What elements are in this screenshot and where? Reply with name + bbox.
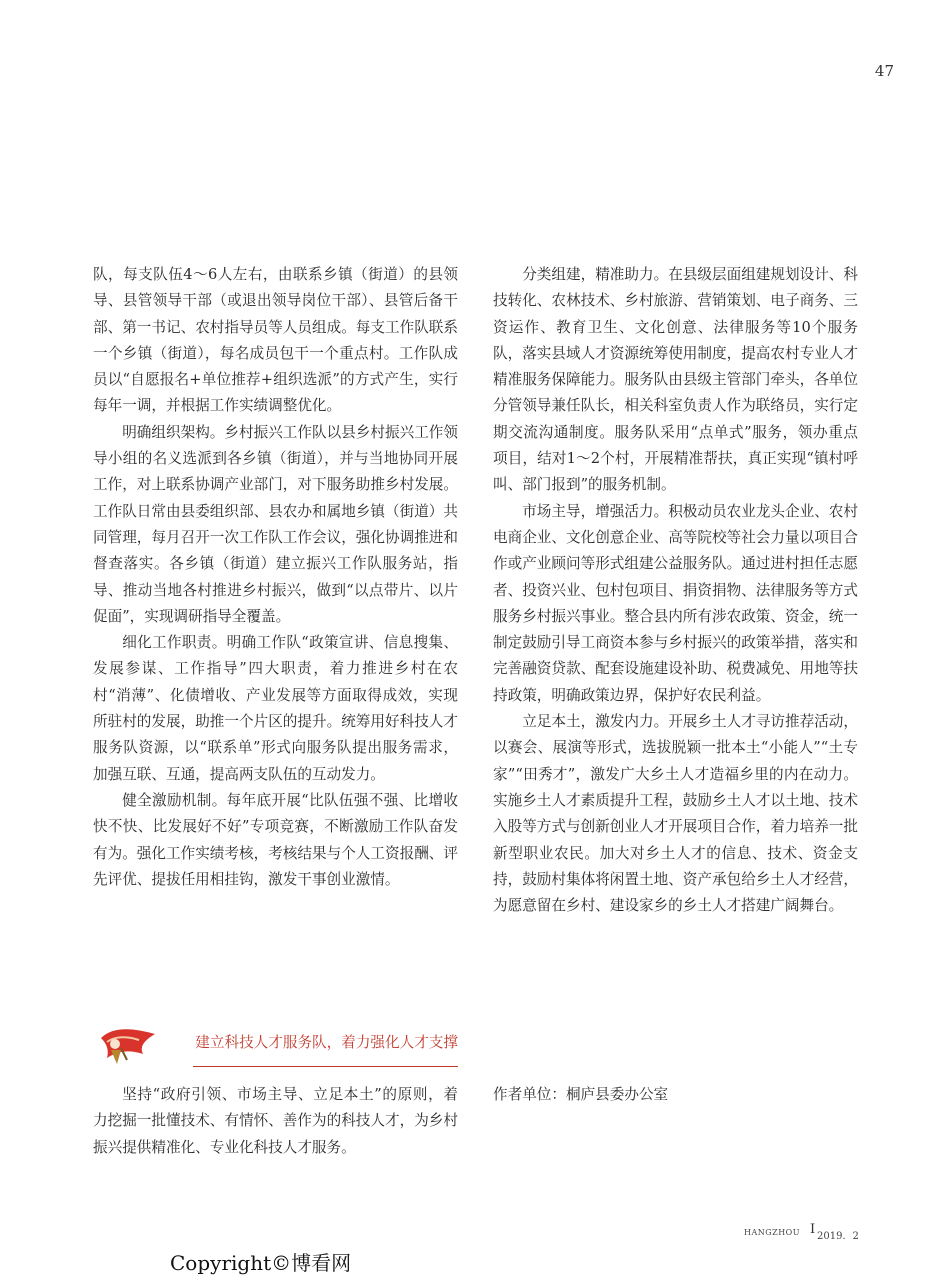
paragraph: 坚持“政府引领、市场主导、立足本土”的原则，着力挖掘一批懂技术、有情怀、善作为的科技人才，为乡村振兴提供精准化、专业化科技人才服务。 — [93, 1086, 458, 1156]
red-flag-emblem-icon — [93, 1020, 163, 1074]
page-number: 47 — [874, 62, 894, 80]
section-heading-text: 建立科技人才服务队，着力强化人才支撑 — [195, 1034, 458, 1051]
section-divider — [193, 1066, 458, 1067]
paragraph: 队，每支队伍4～6人左右，由联系乡镇（街道）的县领导、县管领导干部（或退出领导岗位干部）、县管后备干部、第一书记、农村指导员等人员组成。每支工作队联系一个乡镇（街道），每名成员包干一个重点村。工作队成员以“自愿报名+单位推荐+组织选派”的方式产生，实行每年一调，并根据工作实绩调整优化。 — [93, 266, 458, 415]
section-heading — [93, 1020, 458, 1072]
paragraph: 立足本土，激发内力。开展乡土人才寻访推荐活动，以赛会、展演等形式，选拔脱颖一批本土“小能人”“土专家”“田秀才”，激发广大乡土人才造福乡里的内在动力。实施乡土人才素质提升工程，鼓励乡土人才以土地、技术入股等方式与创新创业人才开展项目合作，着力培养一批新型职业农民。加大对乡土人才的信息、技术、资金支持，鼓励村集体将闲置土地、资产承包给乡土人才经营，为愿意留在乡村、建设家乡的乡土人才搭建广阔舞台。 — [493, 713, 858, 915]
paragraph: 市场主导，增强活力。积极动员农业龙头企业、农村电商企业、文化创意企业、高等院校等社会力量以项目合作或产业顾问等形式组建公益服务队。通过进村担任志愿者、投资兴业、包村包项目、捐资捐物、法律服务等方式服务乡村振兴事业。整合县内所有涉农政策、资金，统一制定鼓励引导工商资本参与乡村振兴的政策举措，落实和完善融资贷款、配套设施建设补助、税费减免、用地等扶持政策，明确政策边界，保护好农民利益。 — [493, 502, 858, 704]
paragraph: 明确组织架构。乡村振兴工作队以县乡村振兴工作领导小组的名义选派到各乡镇（街道），并与当地协同开展工作，对上联系协调产业部门，对下服务助推乡村发展。工作队日常由县委组织部、县农办和属地乡镇（街道）共同管理，每月召开一次工作队工作会议，强化协调推进和督查落实。各乡镇（街道）建立振兴工作队服务站，指导、推动当地各村推进乡村振兴，做到“以点带片、以片促面”，实现调研指导全覆盖。 — [93, 423, 458, 625]
right-column — [493, 262, 858, 919]
footer-issue: 2019．2 — [817, 1231, 859, 1242]
copyright-watermark: Copyright©博看网 — [170, 1251, 352, 1275]
left-column — [93, 262, 458, 893]
author-affiliation: 作者单位：桐庐县委办公室 — [493, 1086, 669, 1103]
paragraph: 健全激励机制。每年底开展“比队伍强不强、比增收快不快、比发展好不好”专项竞赛，不断激励工作队奋发有为。强化工作实绩考核，考核结果与个人工资报酬、评先评优、提拔任用相挂钩，激发干事创业激情。 — [93, 791, 458, 888]
paragraph: 细化工作职责。明确工作队“政策宣讲、信息搜集、发展参谋、工作指导”四大职责，着力推进乡村在农村“消薄”、化债增收、产业发展等方面取得成效，实现所驻村的发展，助推一个片区的提升。统筹用好科技人才服务队资源，以“联系单”形式向服务队提出服务需求，加强互联、互通，提高两支队伍的互动发力。 — [93, 634, 458, 783]
paragraph: 分类组建，精准助力。在县级层面组建规划设计、科技转化、农林技术、乡村旅游、营销策划、电子商务、三资运作、教育卫生、文化创意、法律服务等10个服务队，落实县域人才资源统筹使用制度，提高农村专业人才精准服务保障能力。服务队由县级主管部门牵头，各单位分管领导兼任队长，相关科室负责人作为联络员，实行定期交流沟通制度。服务队采用“点单式”服务，领办重点项目，结对1～2个村，开展精准帮扶，真正实现“镇村呼叫、部门报到”的服务机制。 — [493, 266, 858, 494]
footer-separator: I — [810, 1222, 816, 1237]
footer-magazine: HANGZHOU — [744, 1228, 800, 1237]
left-column-bottom — [93, 1082, 458, 1161]
